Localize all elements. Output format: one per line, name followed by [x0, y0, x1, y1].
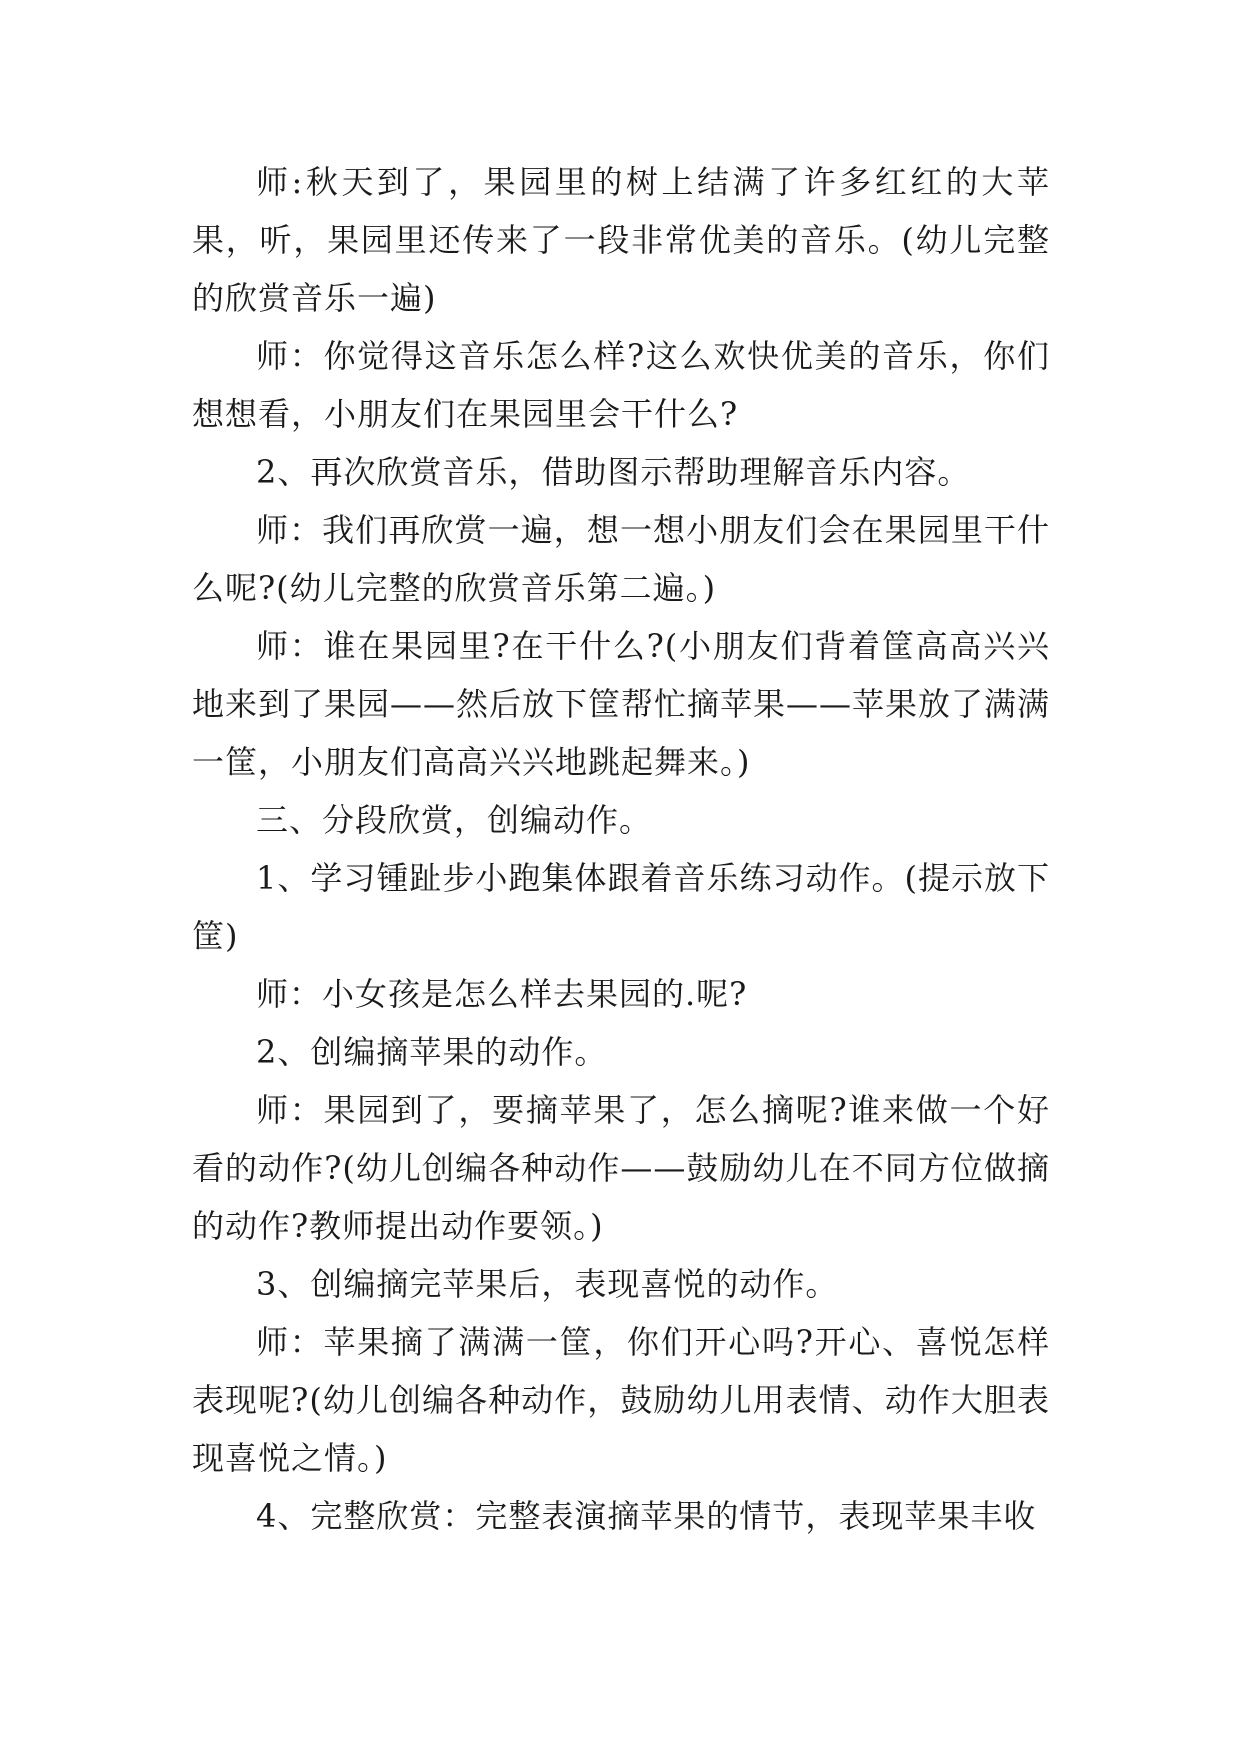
paragraph-step-4-complete: 4、完整欣赏：完整表演摘苹果的情节，表现苹果丰收: [256, 1497, 1037, 1535]
paragraph-teacher-who-in-orchard: 师：谁在果园里?在干什么?(小朋友们背着筐高高兴兴地来到了果园——然后放下筐帮忙摘苹果——苹果放了满满一筐，小朋友们高高兴兴地跳起舞来。): [192, 627, 1051, 781]
document-body: [192, 153, 1050, 1545]
paragraph-step-1-run: 1、学习锺趾步小跑集体跟着音乐练习动作。(提示放下筐): [192, 859, 1050, 955]
paragraph-teacher-happy: 师：苹果摘了满满一筐，你们开心吗?开心、喜悦怎样表现呢?(幼儿创编各种动作，鼓励幼儿用表情、动作大胆表现喜悦之情。): [192, 1323, 1050, 1477]
paragraph-step-2-pick: 2、创编摘苹果的动作。: [256, 1033, 608, 1071]
paragraph-teacher-girl: 师：小女孩是怎么样去果园的.呢?: [256, 975, 748, 1013]
paragraph-teacher-question-music: 师：你觉得这音乐怎么样?这么欢快优美的音乐，你们想想看，小朋友们在果园里会干什么?: [192, 337, 1050, 433]
paragraph-step-2: 2、再次欣赏音乐，借助图示帮助理解音乐内容。: [256, 453, 971, 491]
paragraph-section-3-heading: 三、分段欣赏，创编动作。: [256, 801, 653, 839]
paragraph-intro-teacher: 师:秋天到了，果园里的树上结满了许多红红的大苹果，听，果园里还传来了一段非常优美的音乐。(幼儿完整的欣赏音乐一遍): [192, 163, 1050, 317]
paragraph-teacher-pick-apples: 师：果园到了，要摘苹果了，怎么摘呢?谁来做一个好看的动作?(幼儿创编各种动作——鼓励幼儿在不同方位做摘的动作?教师提出动作要领。): [192, 1091, 1050, 1245]
paragraph-teacher-second-listen: 师：我们再欣赏一遍，想一想小朋友们会在果园里干什么呢?(幼儿完整的欣赏音乐第二遍。): [192, 511, 1050, 607]
paragraph-step-3-joy: 3、创编摘完苹果后，表现喜悦的动作。: [256, 1265, 839, 1303]
